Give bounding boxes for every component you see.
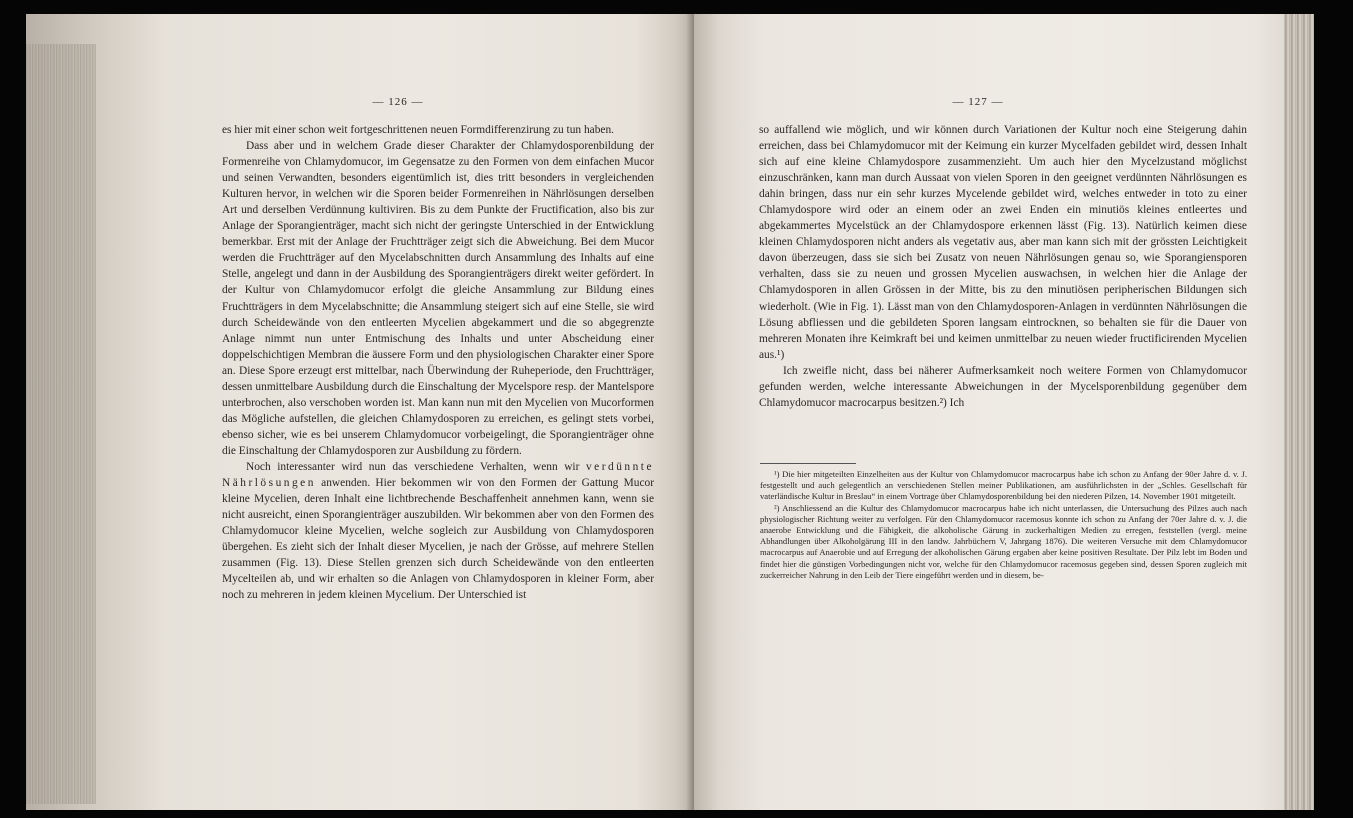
spaced-emphasis: verdünnte Nährlösungen [222,460,654,490]
paragraph: Ich zweifle nicht, dass bei näherer Aufmerksamkeit noch weitere Formen von Chlamydomucor gefunden werden, welche interessante Abweichungen in der Mycelsporenbildung gegenüber dem Chlamydomucor macrocarpus besitzen.²) Ich [759,364,1247,409]
page-edges-right [1284,14,1314,810]
left-page [26,14,694,810]
paragraph-start: Noch interessanter wird nun das verschiedene Verhalten, wenn wir [246,460,580,473]
paragraph: so auffallend wie möglich, und wir können durch Variationen der Kultur noch eine Steigerung dahin erreichen, dass bei Chlamydomucor mit der Keimung ein kurzer Mycelfaden gebildet wird, dessen Inhalt sich auf eine kleine Chlamydospore zusammenzieht. Um auch hier den Mycelzustand möglichst einzuschränken, kann man durch Aussaat von vielen Sporen in den geeignet verdünnten Nährlösungen es dahin bringen, dass nur ein sehr kurzes Mycelende gebildet wird, welches entweder in toto zu einer Chlamydospore wird oder an einem oder an zwei Enden ein minutiös kleines entleertes und abgekammertes Mycelstück an der Chlamydospore erkennen lässt (Fig. 13). Natürlich keimen diese kleinen Chlamydosporen nicht anders als vegetativ aus, aber man kann sich mit der grössten Leichtigkeit davon überzeugen, dass sie sich bei Zusatz von neuen Nährlösungen genau so, wie Sporangiensporen verhalten, dass sie zu neuen und grossen Mycelien auswachsen, in welchen hier die Anlage der Chlamydosporen in allen Grössen in der Mitte, bis zu den minutiösen peripherischen Bildungen sich wiederholt. (Wie in Fig. 1). Lässt man von den Chlamydosporen-Anlagen in verdünnten Nährlösungen die Lösung abfliessen und die gebildeten Sporen langsam eintrocknen, so behalten sie für die Dauer von mehreren Monaten ihre Keimkraft bei und keimen unmittelbar zu neuen wieder fructificirenden Mycelien aus.¹) [759,124,1247,361]
paragraph-rest: anwenden. Hier bekommen wir von den Formen der Gattung Mucor kleine Mycelien, deren Inhalt eine lichtbrechende Beschaffenheit annehmen kann, wenn sie nicht ausreicht, einen Sporangienträger auszubilden. Wir bekommen aber von den Formen des Chlamydomucor kleine Mycelien, welche sogleich zur Ausbildung von Chlamydosporen übergehen. Es zieht sich der Inhalt dieser Mycelien, je nach der Grösse, auf mehrere Stellen zusammen (Fig. 13). Diese Stellen grenzen sich durch Scheidewände von den entleerten Mycelteilen ab, und wir erhalten so die Anlagen von Chlamydosporen in kleiner Form, aber noch zu mehreren in jedem kleinen Mycelium. Der Unterschied ist [222,477,654,602]
paragraph: Dass aber und in welchem Grade dieser Charakter der Chlamydosporenbildung der Formenreihe von Chlamydomucor, im Gegensatze zu den Formen von dem einfachen Mucor und seinen Verwandten, besonders eigentümlich ist, dies tritt besonders in vergleichenden Kulturen hervor, in welchen wir die Sporen beider Formenreihen in Nährlösungen derselben Art und derselben Verdünnung kultiviren. Bis zu dem Punkte der Fructification, also bis zur Anlage der Sporangienträger, macht sich nicht der geringste Unterschied in der Entwicklung bemerkbar. Erst mit der Anlage der Fruchtträger zeigt sich die Abweichung. Bei dem Mucor werden die Fruchtträger auf den Mycelabschnitten durch Ansammlung des Inhalts auf eine Stelle, angelegt und dann in der Ausbildung des Sporangienträgers direkt weiter gefördert. In der Kultur von Chlamydomucor erfolgt die gleiche Ansammlung zur Bildung eines Fruchtträgers in dem Mycelabschnitte; die Ansammlung steigert sich auf eine Stelle, sie wird durch Scheidewände von den entleerten Mycelien abgekammert und die so abgegrenzte Anlage nimmt nun unter Entmischung des Inhalts und unter Abscheidung einer doppelschichtigen Membran die äussere Form und den physiologischen Charakter einer Spore an. Diese Spore erzeugt erst mittelbar, nach Überwindung der Ruheperiode, den Fruchtträger, dessen unmittelbare Ausbildung durch die Einschaltung der Mycelspore resp. der Mantelspore unterbrochen, also verschoben worden ist. Man kann nun mit den Mycelien von Mucorformen das Mögliche aufstellen, die gleichen Chlamydosporen zu erreichen, es gelingt stets vorbei, ebenso sicher, wie es bei unserem Chlamydomucor vorbeigelingt, die Sporangienträger ohne die Einschaltung der Chlamydosporen zur Ausbildung zu fördern. [222,140,654,457]
footnote: ²) Anschliessend an die Kultur des Chlamydomucor macrocarpus habe ich nicht unterlassen, die Untersuchung des Pilzes auch nach physiologischer Richtung weiter zu verfolgen. Für den Chlamydomucor racemosus konnte ich schon zu Anfang der 70er Jahre d. v. J. die anaerobe Entwicklung und die Fähigkeit, die alkoholische Gärung in zuckerhaltigen Medien zu erregen, feststellen (vergl. meine Abhandlungen über Alkoholgärung III in den landw. Jahrbüchern V, Jahrgang 1876). Die weiteren Versuche mit dem Chlamydomucor macrocarpus auf Anaerobie und auf Erregung der alkoholischen Gärung ergaben aber keine positiven Resultate. Der Pilz lebt im Boden und findet hier die günstigen Vorbedingungen nicht vor, welche für den Chlamydomucor racemosus gegeben sind, dessen Sporen zugleich mit zuckerreicher Nahrung in den Leib der Tiere eingeführt werden und in diesem, be- [760,502,1247,580]
page-edges-left [26,44,96,804]
footnote-rule [760,463,856,464]
left-page-body [222,122,654,603]
right-page [694,14,1314,810]
paragraph: es hier mit einer schon weit fortgeschrittenen neuen Formdifferenzirung zu tun haben. [222,124,615,136]
paragraph [222,459,654,603]
right-page-body [759,122,1247,411]
page-number-right: — 127 — [952,96,1004,108]
open-book [26,14,1344,810]
page-number-left: — 126 — [372,96,424,108]
footnote: ¹) Die hier mitgeteilten Einzelheiten aus der Kultur von Chlamydomucor macrocarpus habe ich schon zu Anfang der 90er Jahre d. v. J. festgestellt und auch gelegentlich an verschiedenen Stellen meiner Publikationen, am ausführlichsten in der „Schles. Gesellschaft für vaterländische Kultur in Breslau“ in einem Vortrage über Chlamydosporenbildung bei den niederen Pilzen, 14. November 1901 mitgeteilt. [760,469,1247,502]
footnotes [760,469,1247,581]
